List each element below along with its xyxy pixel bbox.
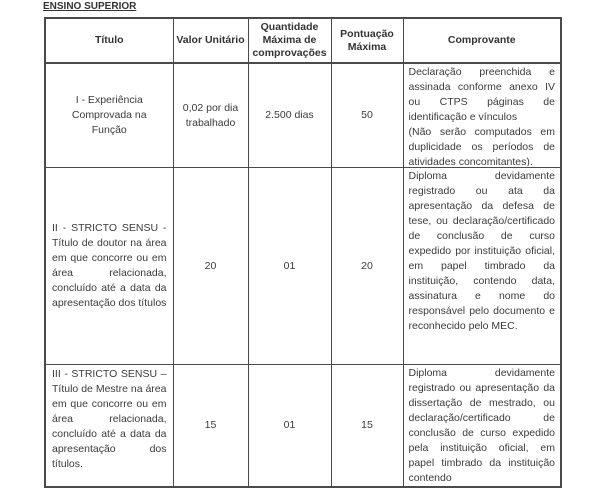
cell-pontuacao-maxima: 50 xyxy=(331,63,403,168)
cell-titulo: III - STRICTO SENSU – Título de Mestre na área em que concorre ou em área relacionada, concluído até a data da apresentação dos títulos. xyxy=(45,365,173,488)
cell-titulo: I - Experiência Comprovada na Função xyxy=(45,63,173,168)
column-header-pontuacao-maxima: Pontuação Máxima xyxy=(331,18,403,63)
cell-quantidade-maxima: 01 xyxy=(248,365,331,488)
column-header-quantidade-maxima: Quantidade Máxima de comprovações xyxy=(248,18,331,63)
cell-comprovante: Diploma devidamente registrado ou ata da apresentação da defesa de tese, ou declaração/certificado de conclusão de curso expedido por instituição oficial, em papel timbrado da instituição, contendo data, assinatura e nome do responsável pelo documento e reconhecido pelo MEC. xyxy=(403,168,561,365)
cell-comprovante: Diploma devidamente registrado ou apresentação da dissertação de mestrado, ou declaração/certificado de conclusão de curso expedido pela instituição oficial, em papel timbrado da instituição contendo xyxy=(403,365,561,488)
column-header-comprovante: Comprovante xyxy=(403,18,561,63)
cell-titulo: II - STRICTO SENSU - Título de doutor na área em que concorre ou em área relacionada, concluído até a data da apresentação dos títulos xyxy=(45,168,173,365)
section-heading: ENSINO SUPERIOR xyxy=(43,1,137,12)
table-row xyxy=(45,63,561,168)
cell-valor-unitario: 20 xyxy=(173,168,248,365)
cell-pontuacao-maxima: 20 xyxy=(331,168,403,365)
cell-comprovante: Declaração preenchida e assinada conforme anexo IV ou CTPS páginas de identificação e vínculos (Não serão computados em duplicidade os períodos de atividades concomitantes). xyxy=(403,63,561,168)
ensino-superior-table xyxy=(44,17,562,488)
table-header-row xyxy=(45,18,561,63)
cell-valor-unitario: 15 xyxy=(173,365,248,488)
table-row xyxy=(45,365,561,488)
cell-quantidade-maxima: 2.500 dias xyxy=(248,63,331,168)
table-row xyxy=(45,168,561,365)
cell-valor-unitario: 0,02 por dia trabalhado xyxy=(173,63,248,168)
cell-quantidade-maxima: 01 xyxy=(248,168,331,365)
cell-pontuacao-maxima: 15 xyxy=(331,365,403,488)
column-header-titulo: Título xyxy=(45,18,173,63)
column-header-valor-unitario: Valor Unitário xyxy=(173,18,248,63)
